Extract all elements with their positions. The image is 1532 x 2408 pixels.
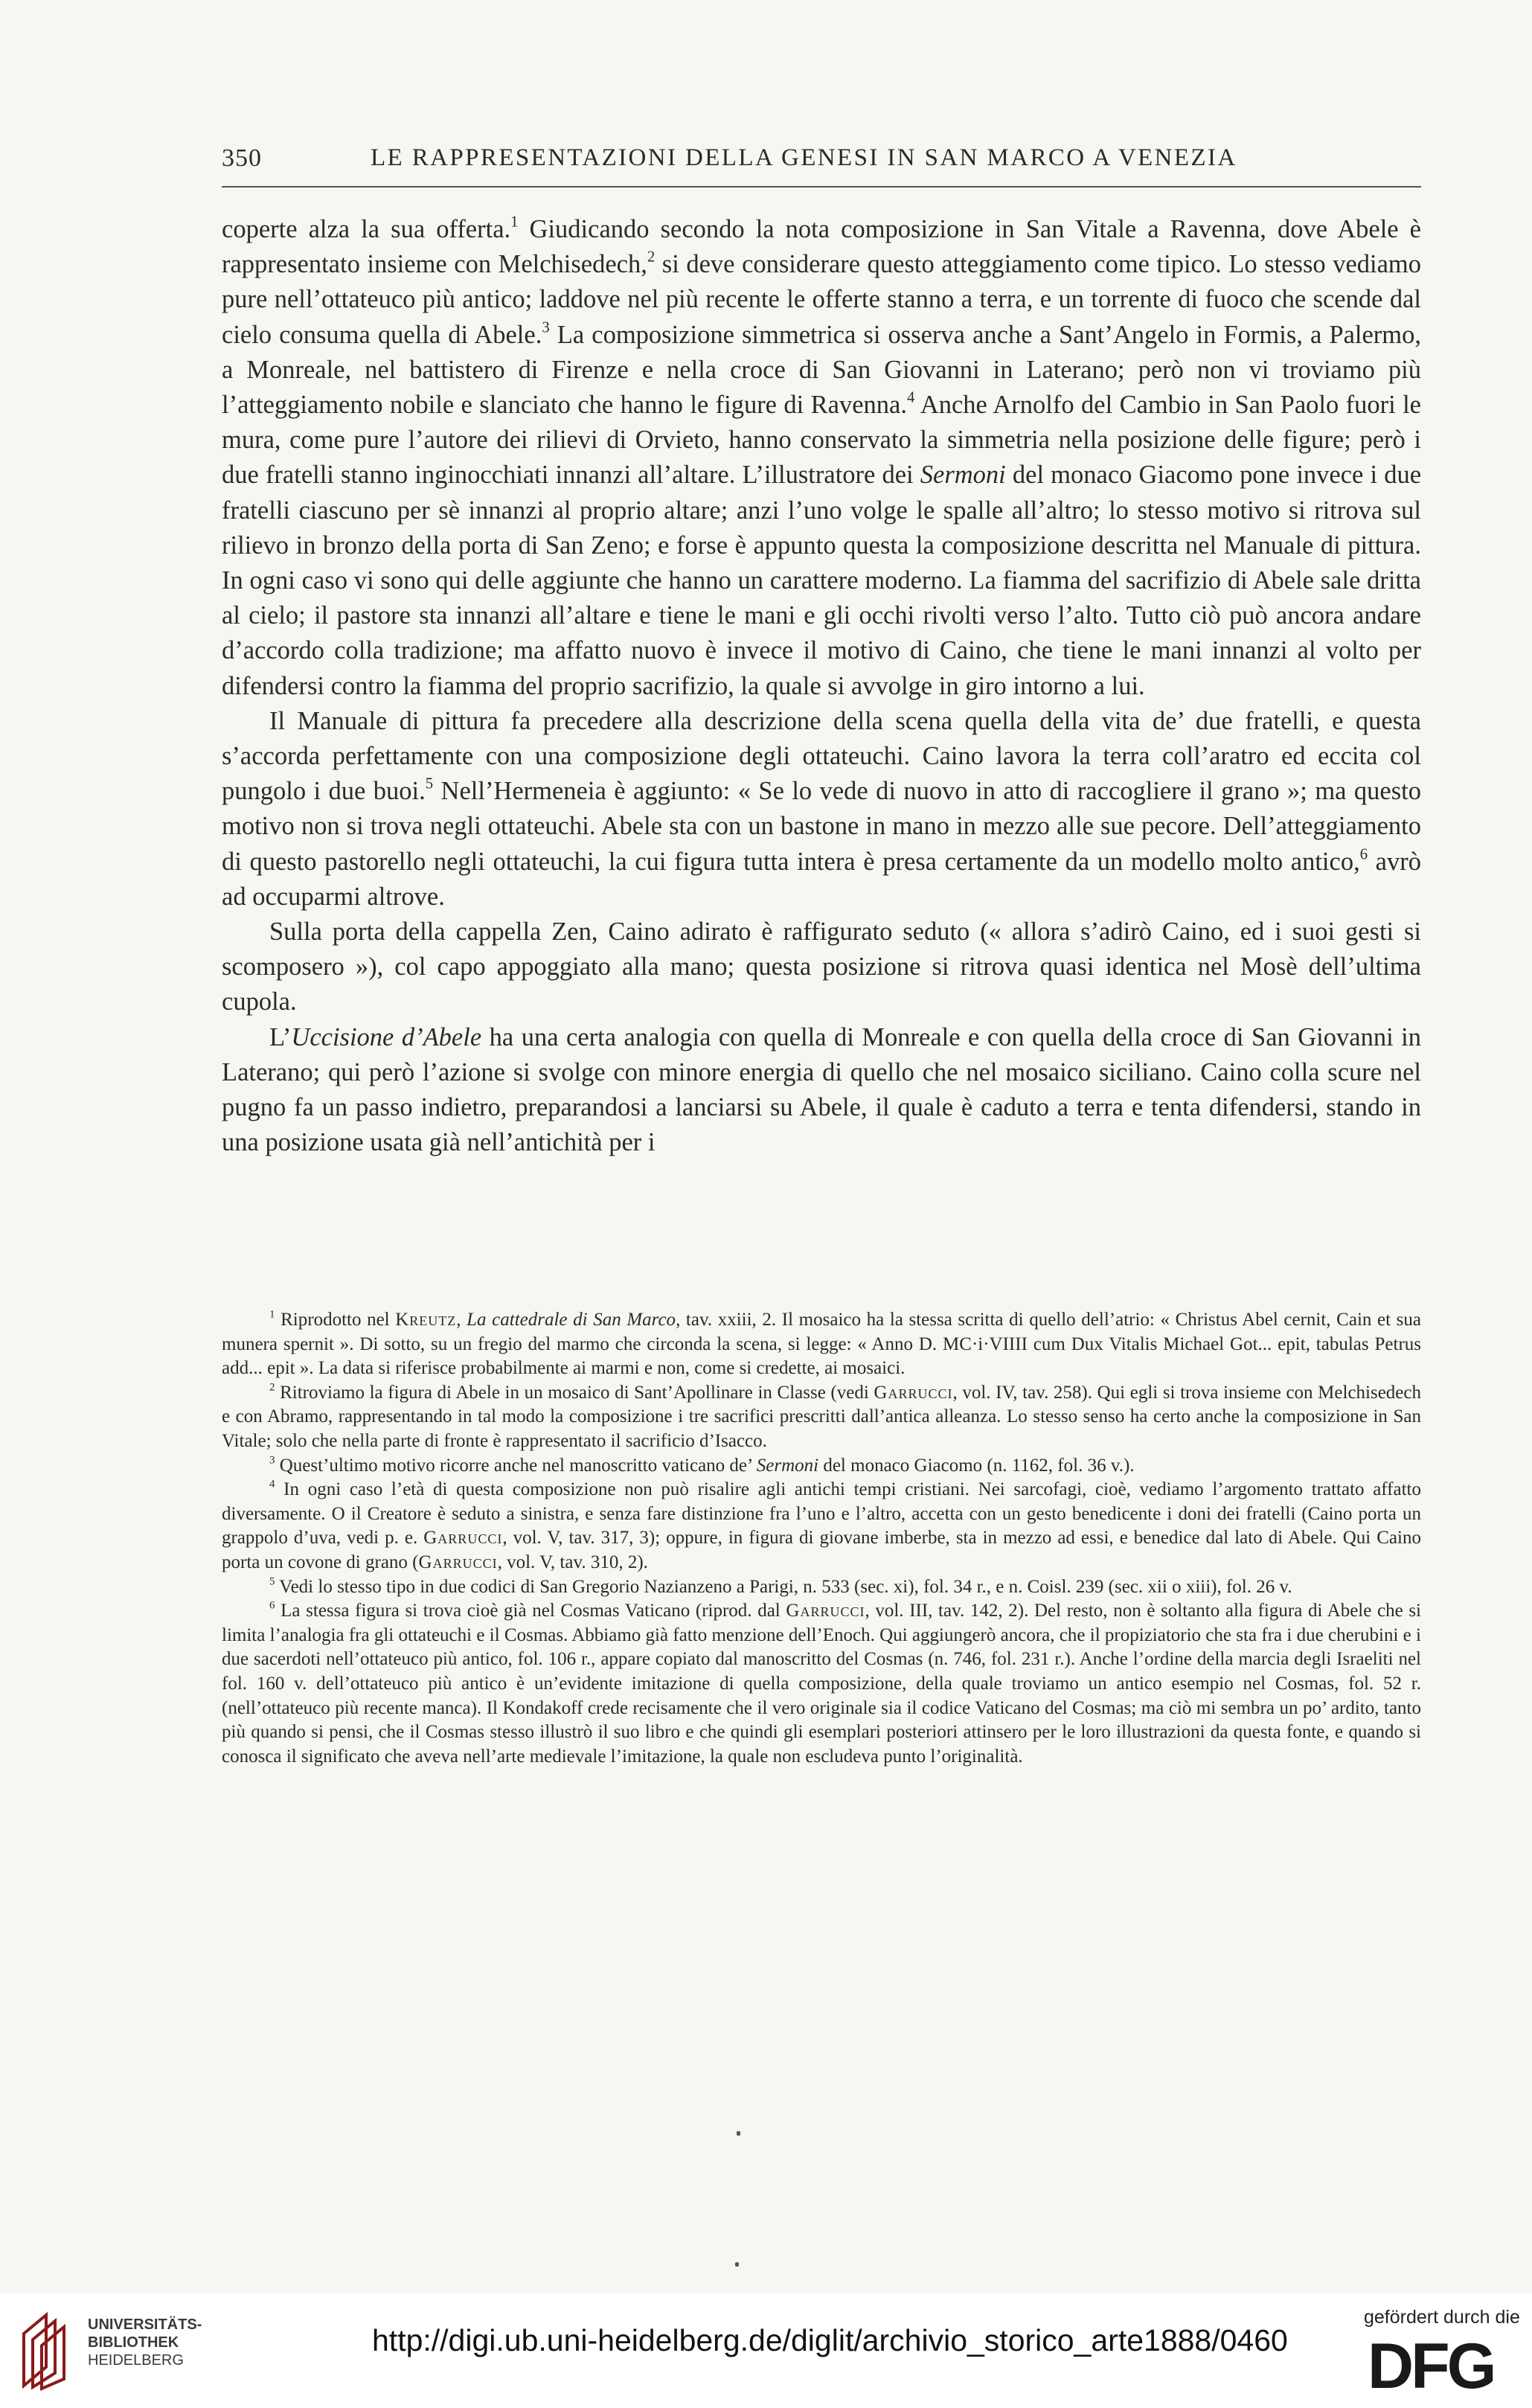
source-url[interactable]: http://digi.ub.uni-heidelberg.de/diglit/archivio_storico_arte1888/0460 — [372, 2323, 1288, 2357]
footnote-2: $^2$ Ritroviamo la figura di Abele in un mosaico di Sant’Apollinare in Classe (vedi Garrucci, vol. IV, tav. 258). Qui egli si trova insieme con Melchisedech e con Abramo, rappresentando in tal modo la composizione i tre sacrifici prescritti dall’antica alleanza. Lo stesso senso ha certo anche la composizione in San Vitale; solo che nella parte di fronte è rappresentato il sacrificio d’Isacco. — [222, 1381, 1421, 1451]
paragraph-3: Sulla porta della cappella Zen, Caino adirato è raffigurato seduto (« allora s’adirò Caino, ed i suoi gesti si scomposero »), col capo appoggiato alla mano; questa posizione si ritrova quasi identica nel Mosè dell’ultima cupola. — [222, 918, 1421, 1016]
footnote-6: $^6$ La stessa figura si trova cioè già nel Cosmas Vaticano (riprod. dal Garrucci, vol. III, tav. 142, 2). Del resto, non è soltanto alla figura di Abele che si limita l’analogia fra gli ottateuchi e il Cosmas. Abbiamo già fatto menzione dell’Enoch. Qui aggiungerò ancora, che il propiziatorio che sta fra i due cherubini e i due sacerdoti nell’ottateuco più antico, fol. 106 r., appare copiato dal manoscritto del Cosmas (n. 746, fol. 231 r.). Anche l’ordine della marcia degli Israeliti nel fol. 160 v. dell’ottateuco più antico è un’evidente imitazione di quella composizione, della quale troviamo un antico esempio nel Cosmas, fol. 52 r. (nell’ottateuco più recente manca). Il Kondakoff crede recisamente che il vero originale sia il codice Vaticano del Cosmas; ma ciò mi sembra un po’ ardito, tanto più quando si pensi, che il Cosmas stesso illustrò il suo libro e che quindi gli esemplari posteriori attinsero per le loro illustrazioni da questa fonte, e quando si conosca il significato che aveva nell’arte medievale l’imitazione, la quale non escludeva punto l’originalità. — [222, 1599, 1421, 1767]
paragraph-2: Il Manuale di pittura fa precedere alla descrizione della scena quella della vita de’ due fratelli, e questa s’accorda perfettamente con una composizione degli ottateuchi. Caino lavora la terra coll’aratro ed eccita col pungolo i due buoi.$^5$ Nell’Hermeneia è aggiunto: « Se lo vede di nuovo in atto di raccogliere il grano »; ma questo motivo non si trova negli ottateuchi. Abele sta con un bastone in mano in mezzo alle sue pecore. Dell’atteggiamento di questo pastorello negli ottateuchi, la cui figura tutta intera è presa certamente da un modello molto antico,$^6$ avrò ad occuparmi altrove. — [222, 706, 1421, 911]
ub-heidelberg-logo-icon — [16, 2304, 83, 2393]
italic-title-uccisione: Uccisione d’Abele — [291, 1022, 482, 1051]
library-name: UNIVERSITÄTS- BIBLIOTHEK HEIDELBERG — [88, 2316, 202, 2369]
footnote-ref-6[interactable]: 6 — [1359, 846, 1368, 863]
main-text — [222, 212, 1421, 1160]
footnote-3: $^3$ Quest’ultimo motivo ricorre anche nel manoscritto vaticano de’ Sermoni del monaco Giacomo (n. 1162, fol. 36 v.). — [269, 1454, 1135, 1476]
page-number: 350 — [222, 144, 262, 172]
dfg-logo — [1368, 2334, 1510, 2394]
footnote-ref-2[interactable]: 2 — [647, 249, 656, 266]
italic-title-sermoni: Sermoni — [920, 461, 1006, 490]
running-title: LE RAPPRESENTAZIONI DELLA GENESI IN SAN MARCO A VENEZIA — [371, 144, 1237, 171]
footnote-4: $^4$ In ogni caso l’età di questa composizione non può risalire agli antichi tempi cristiani. Nei sarcofagi, cioè, vediamo l’argomento trattato affatto diversamente. O il Creatore è seduto a sinistra, e senza fare distinzione fra l’uno e l’altro, accetta con un gesto benedicente i doni dei fratelli (Caino porta un grappolo d’uva, vedi p. e. Garrucci, vol. V, tav. 317, 3); oppure, in figura di giovane imberbe, sta in mezzo ad essi, e benedice dal lato di Abele. Qui Caino porta un covone di grano (Garrucci, vol. V, tav. 310, 2). — [222, 1478, 1421, 1572]
footnotes — [222, 1308, 1421, 1769]
footnote-ref-4[interactable]: 4 — [906, 389, 915, 406]
footnote-5: $^5$ Vedi lo stesso tipo in due codici di San Gregorio Nazianzeno a Parigi, n. 533 (sec. xi), fol. 34 r., e n. Coisl. 239 (sec. xii o xiii), fol. 26 v. — [269, 1575, 1292, 1597]
paper-speck — [735, 2262, 739, 2267]
footnote-ref-3[interactable]: 3 — [542, 319, 550, 336]
footnote-ref-5[interactable]: 5 — [425, 775, 434, 792]
funded-by-label: gefördert durch die — [1364, 2307, 1520, 2328]
paper-speck — [737, 2131, 740, 2136]
header-rule — [222, 186, 1421, 188]
paragraph-4: L’Uccisione d’Abele ha una certa analogia con quella di Monreale e con quella della croce di San Giovanni in Laterano; qui però l’azione si svolge con minore energia di quello che nel mosaico siciliano. Caino colla scure nel pugno fa un passo indietro, preparandosi a lanciarsi su Abele, il quale è caduto a terra e tenta difendersi, stando in una posizione usata già nell’antichità per i — [222, 1022, 1421, 1157]
footnote-ref-1[interactable]: 1 — [510, 214, 519, 231]
page-header — [222, 144, 1421, 189]
paragraph-1: coperte alza la sua offerta.$^1$ Giudicando secondo la nota composizione in San Vitale a Ravenna, dove Abele è rappresentato insieme con Melchisedech,$^2$ si deve considerare questo atteggiamento come tipico. Lo stesso vediamo pure nell’ottateuco più antico; laddove nel più recente le offerte stanno a terra, e un torrente di fuoco che scende dal cielo consuma quella di Abele.$^3$ La composizione simmetrica si osserva anche a Sant’Angelo in Formis, a Palermo, a Monreale, nel battistero di Firenze e nella croce di San Giovanni in Laterano; però non vi troviamo più l’atteggiamento nobile e slanciato che hanno le figure di Ravenna.$^4$ Anche Arnolfo del Cambio in San Paolo fuori le mura, come pure l’autore dei rilievi di Orvieto, hanno conservato la simmetria nella posizione delle figure; però i due fratelli stanno inginocchiati innanzi all’altare. L’illustratore dei Sermoni del monaco Giacomo pone invece i due fratelli ciascuno per sè innanzi al proprio altare; anzi l’uno volge le spalle all’altro; lo stesso motivo si ritrova sul rilievo in bronzo della porta di San Zeno; e forse è appunto questa la composizione descritta nel Manuale di pittura. In ogni caso vi sono qui delle aggiunte che hanno un carattere moderno. La fiamma del sacrifizio di Abele sale dritta al cielo; il pastore sta innanzi all’altare e tiene le mani e gli occhi rivolti verso l’alto. Tutto ciò può ancora andare d’accordo colla tradizione; ma affatto nuovo è invece il motivo di Caino, che tiene le mani innanzi al volto per difendersi contro la fiamma del proprio sacrifizio, la quale si avvolge in giro intorno a lui. — [222, 214, 1422, 700]
digitization-footer — [0, 2293, 1532, 2408]
footnote-1: $^1$ Riprodotto nel Kreutz, La cattedrale di San Marco, tav. xxiii, 2. Il mosaico ha la stessa scritta di quello dell’atrio: « Christus Abel cernit, Cain et sua munera spernit ». Di sotto, su un fregio del marmo che circonda la scena, si legge: « Anno D. MC·i·VIIII cum Dux Vitalis Michael Got... epit, tabulas Petrus add... epit ». La data si riferisce probabilmente ai marmi e non, come si credette, ai mosaici. — [222, 1308, 1421, 1379]
svg-text:DFG: DFG — [1368, 2334, 1494, 2394]
